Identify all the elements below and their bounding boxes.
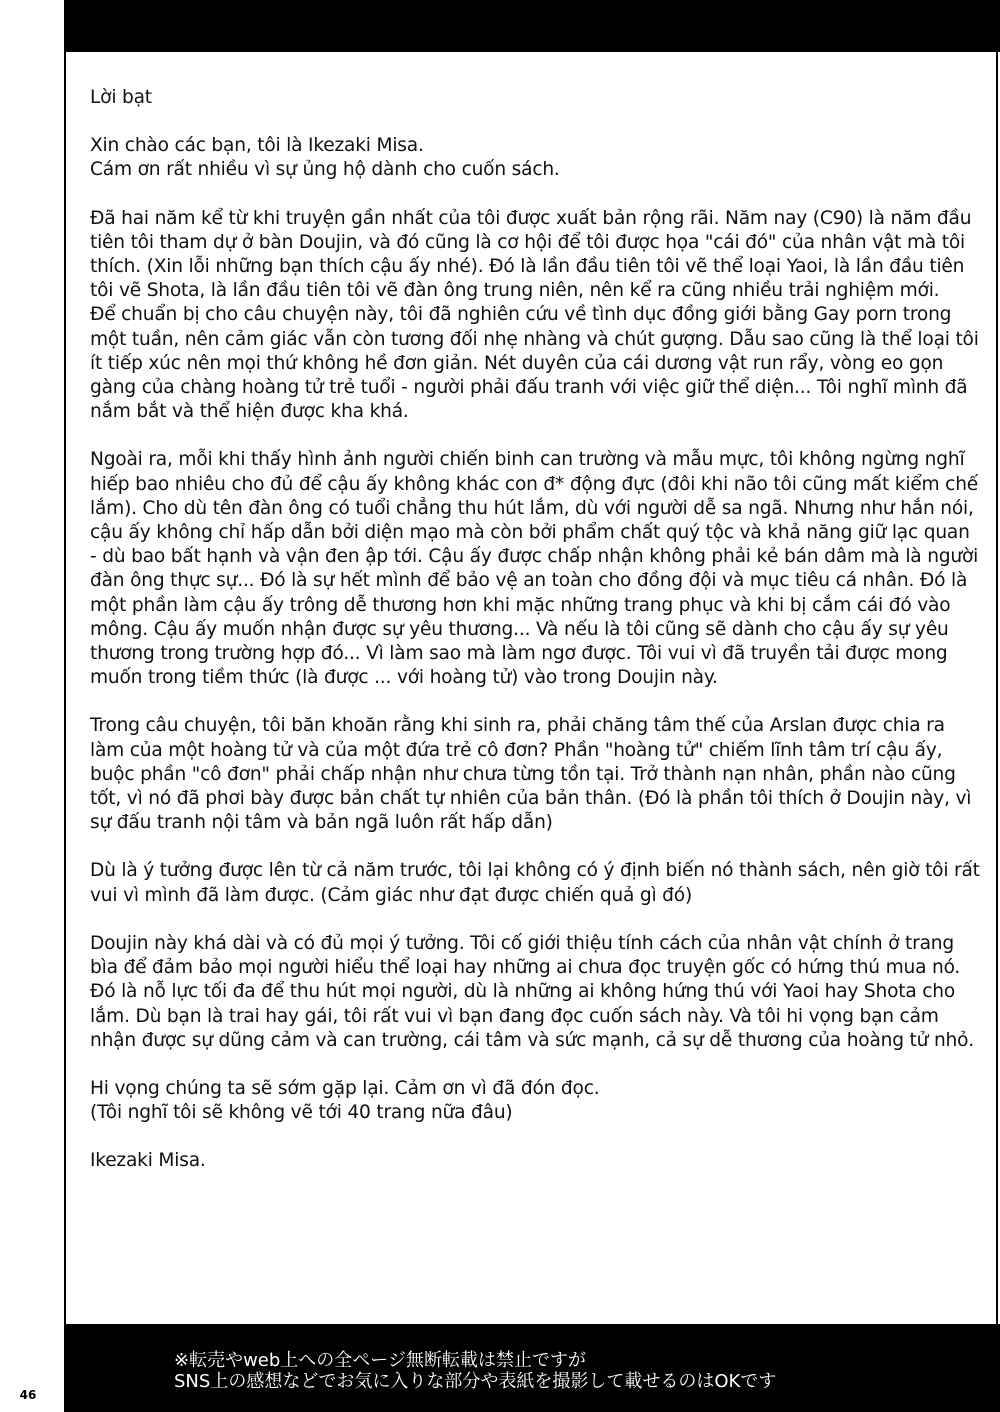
idea-paragraph: Dù là ý tưởng được lên từ cả năm trước, tôi lại không có ý định biến nó thành sách, nên giờ tôi rất vui vì mình đã làm được. (Cảm giác như đạt được chiến quả gì đó)	[90, 860, 980, 906]
page-number: 46	[19, 1388, 37, 1402]
research-paragraph: Để chuẩn bị cho câu chuyện này, tôi đã nghiên cứu về tình dục đồng giới bằng Gay porn trong một tuần, nên cảm giác vẫn còn tương đối nhẹ nhàng và chút gượng. Dẫu sao cũng là thể loại tôi ít tiếp xúc nên mọi thứ không hề đơn giản. Nét duyên của cái dương vật run rẩy, vòng eo gọn gàng của chàng hoàng tử trẻ tuổi - người phải đấu tranh với việc giữ thể diện... Tôi nghĩ mình đã nắm bắt và thể hiện được kha khá.	[90, 304, 979, 423]
afterword-content	[90, 86, 980, 1198]
character-paragraph: Ngoài ra, mỗi khi thấy hình ảnh người chiến binh can trường và mẫu mực, tôi không ngừng nghĩ hiếp bao nhiêu cho đủ để cậu ấy không khác con đ* động đực (đôi khi não tôi cũng mất kiểm chế lắm). Cho dù tên đàn ông có tuổi chẳng thu hút lắm, dù với người dễ sa ngã. Nhưng như hắn nói, cậu ấy không chỉ hấp dẫn bởi diện mạo mà còn bởi phẩm chất quý tộc và khả năng giữ lạc quan - dù bao bất hạnh và vận đen ập tới. Cậu ấy được chấp nhận không phải kẻ bán dâm mà là người đàn ông thực sự... Đó là sự hết mình để bảo vệ an toàn cho đồng đội và mục tiêu cá nhân. Đó là một phần làm cậu ấy trông dễ thương hơn khi mặc những trang phục và khi bị cắm cái đó vào mông. Cậu ấy muốn nhận được sự yêu thương... Và nếu là tôi cũng sẽ dành cho cậu ấy sự yêu thương trong trường hợp đó... Vì làm sao mà làm ngơ được. Tôi vui vì đã truyền tải được mong muốn trong tiềm thức (là được ... với hoàng tử) vào trong Doujin này.	[90, 449, 979, 689]
reprint-notice	[174, 1350, 974, 1392]
greeting-paragraph: Xin chào các bạn, tôi là Ikezaki Misa. Cám ơn rất nhiều vì sự ủng hộ dành cho cuốn sách.	[90, 135, 560, 181]
first-book-paragraph: Đã hai năm kể từ khi truyện gần nhất của tôi được xuất bản rộng rãi. Năm nay (C90) là năm đầu tiên tôi tham dự ở bàn Doujin, và đó cũng là cơ hội để tôi được họa "cái đó" của nhân vật mà tôi thích. (Xin lỗi những bạn thích cậu ấy nhé). Đó là lần đầu tiên tôi vẽ thể loại Yaoi, là lần đầu tiên tôi vẽ Shota, là lần đầu tiên tôi vẽ đàn ông trung niên, nên kể ra cũng nhiều trải nghiệm mới.	[90, 207, 972, 302]
top-black-band	[64, 0, 1000, 52]
cover-paragraph: Doujin này khá dài và có đủ mọi ý tưởng. Tôi cố giới thiệu tính cách của nhân vật chính ở trang bìa để đảm bảo mọi người hiểu thể loại hay những ai chưa đọc truyện gốc có hứng thú mua nó. Đó là nỗ lực tối đa để thu hút mọi người, dù là những ai không hứng thú với Yaoi hay Shota cho lắm. Dù bạn là trai hay gái, tôi rất vui vì bạn đang đọc cuốn sách này. Và tôi hi vọng bạn cảm nhận được sự dũng cảm và can trường, cái tâm và sức mạnh, cả sự dễ thương của hoàng tử nhỏ.	[90, 932, 974, 1051]
story-paragraph: Trong câu chuyện, tôi băn khoăn rằng khi sinh ra, phải chăng tâm thế của Arslan được chia ra làm của một hoàng tử và của một đứa trẻ cô đơn? Phần "hoàng tử" chiếm lĩnh tâm trí cậu ấy, buộc phần "cô đơn" phải chấp nhận như chưa từng tồn tại. Trở thành nạn nhân, phần nào cũng tốt, vì nó đã phơi bày được bản chất tự nhiên của bản thân. (Đó là phần tôi thích ở Doujin này, vì sự đấu tranh nội tâm và bản ngã luôn rất hấp dẫn)	[90, 715, 972, 834]
notice-line-2: SNS上の感想などでお気に入りな部分や表紙を撮影して載せるのはOKです	[174, 1371, 777, 1392]
author-signature: Ikezaki Misa.	[90, 1150, 206, 1172]
closing-paragraph: Hi vọng chúng ta sẽ sớm gặp lại. Cảm ơn vì đã đón đọc. (Tôi nghĩ tôi sẽ không vẽ tới 40 trang nữa đâu)	[90, 1077, 600, 1124]
afterword-title: Lời bạt	[90, 87, 152, 108]
notice-line-1: ※転売やweb上への全ページ無断転載は禁止ですが	[174, 1350, 586, 1371]
